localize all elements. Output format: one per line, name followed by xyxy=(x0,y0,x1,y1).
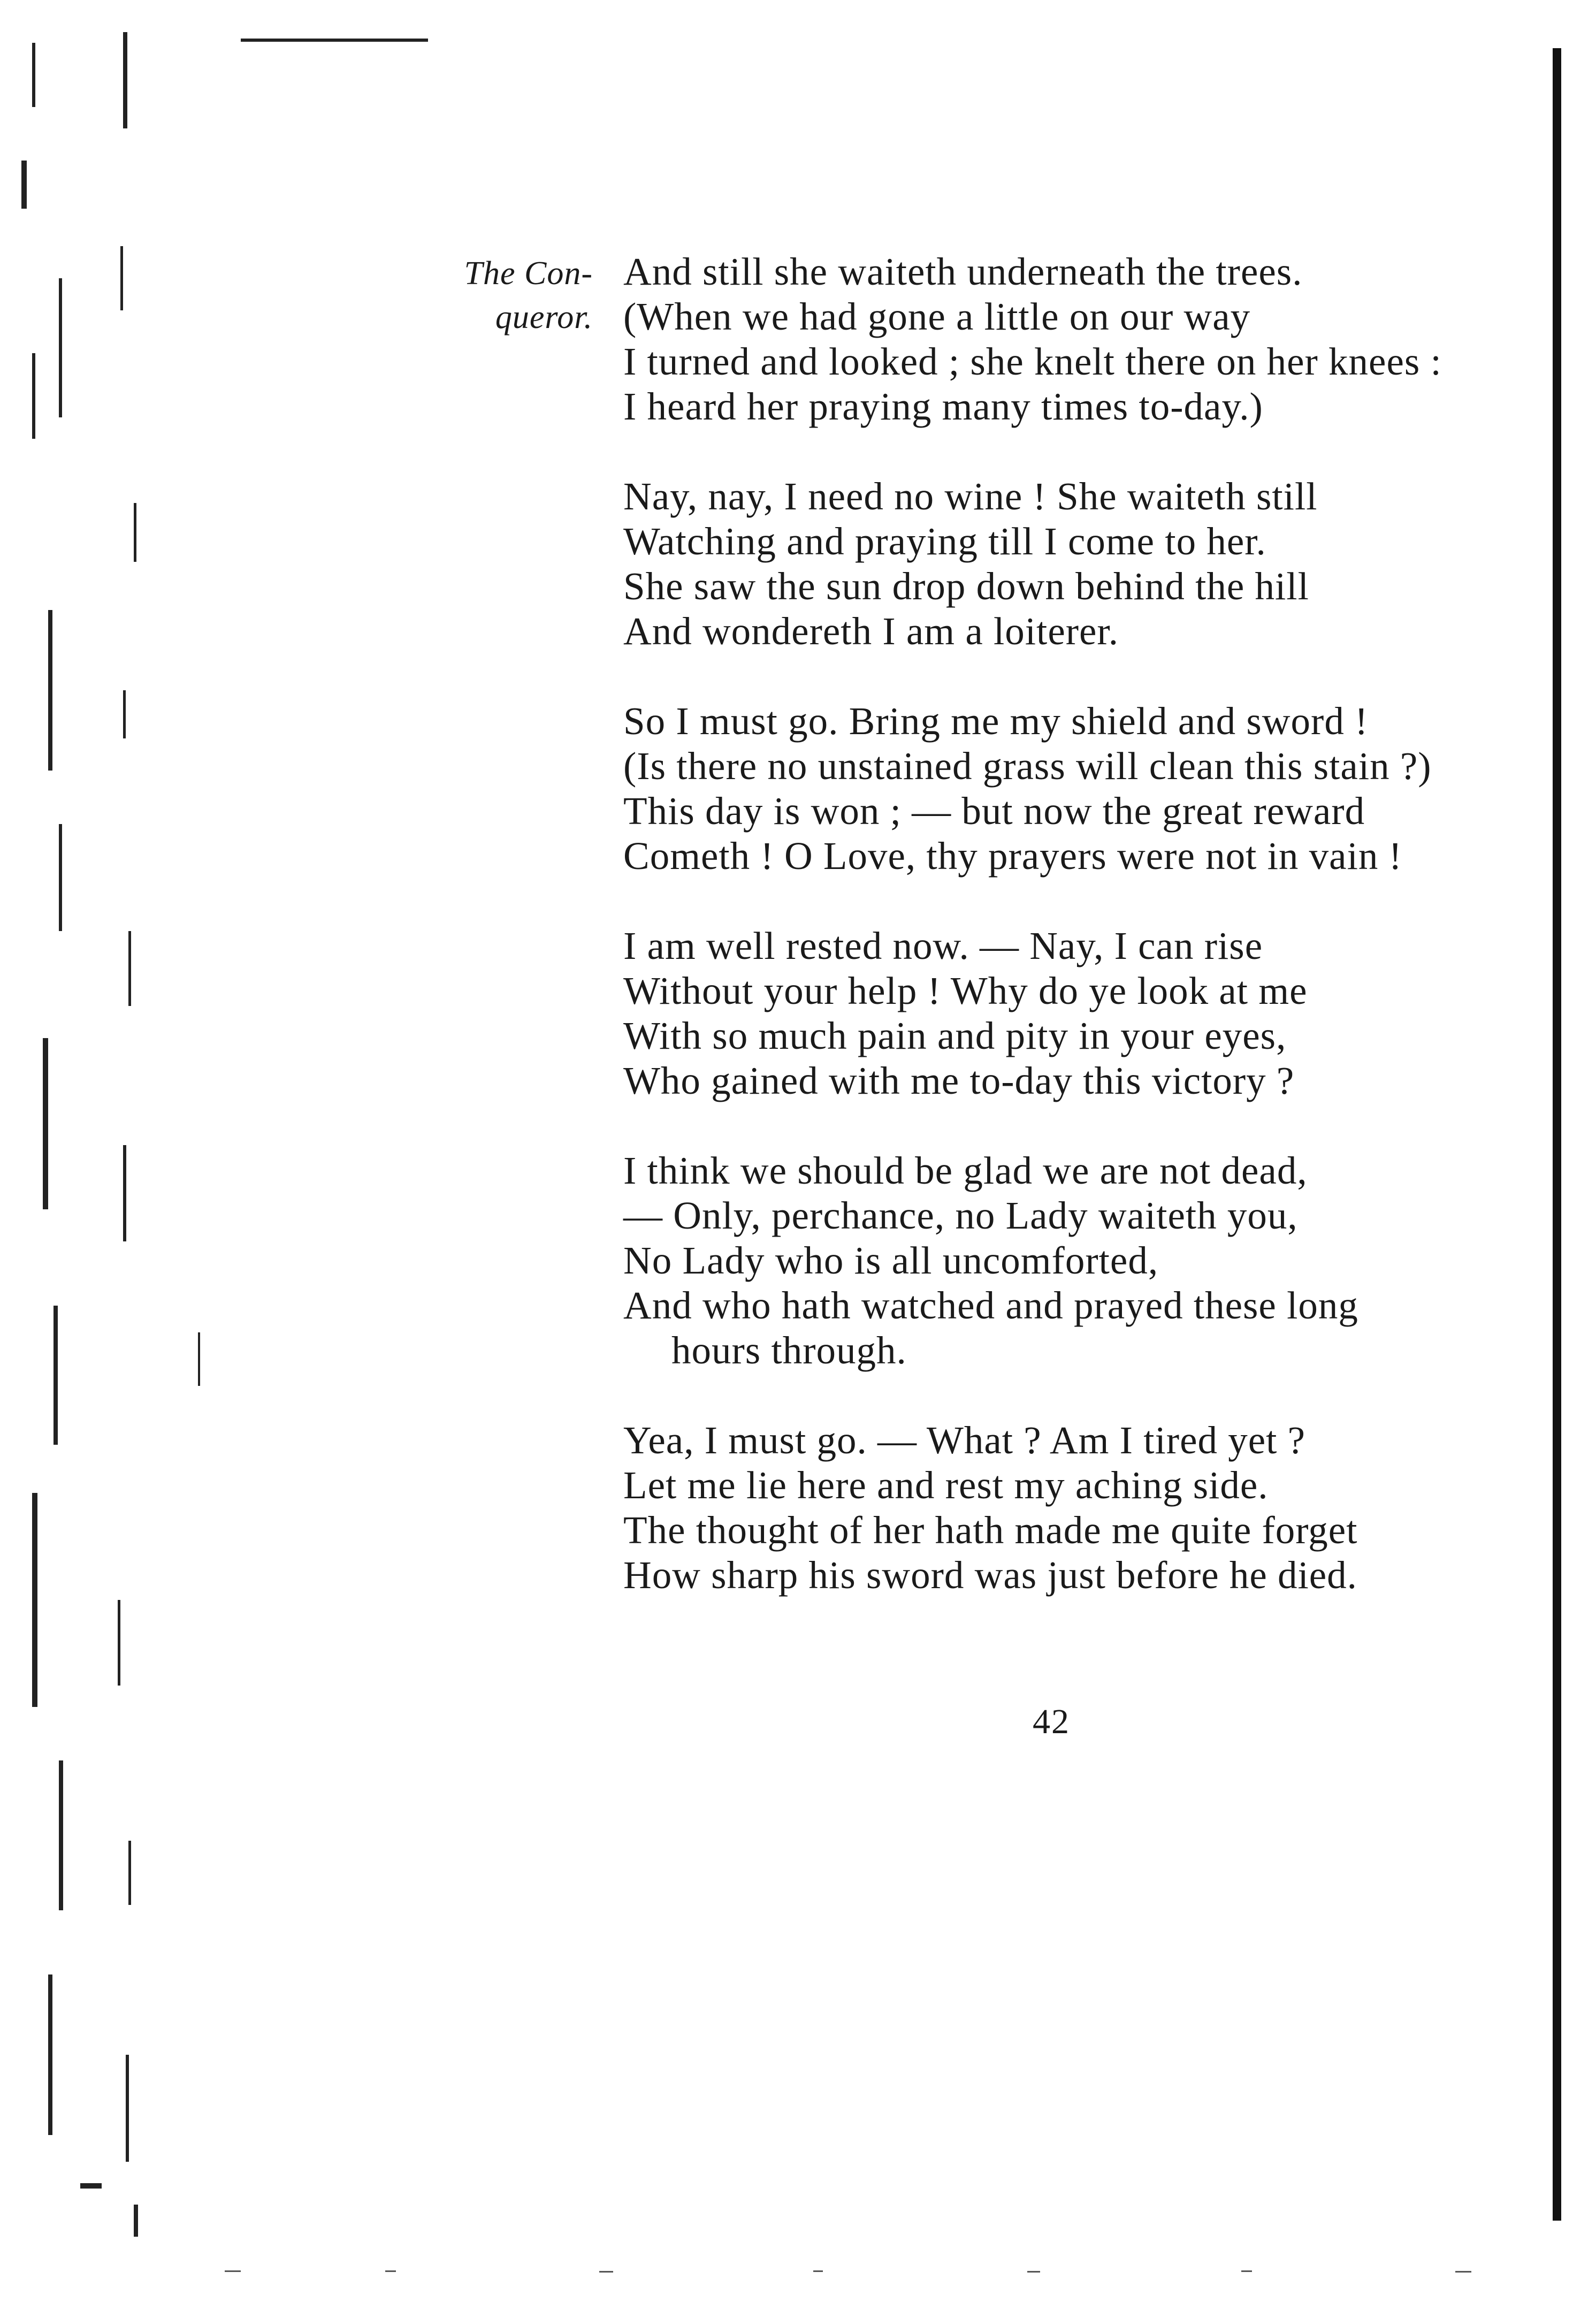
page-edge-shadow xyxy=(1553,48,1561,2221)
poem-line: Let me lie here and rest my aching side. xyxy=(623,1463,1269,1507)
poem-line: And still she waiteth underneath the trees. xyxy=(623,250,1303,293)
page-number: 42 xyxy=(1033,1702,1070,1741)
poem-line: And wondereth I am a loiterer. xyxy=(623,609,1119,653)
scan-top-mark xyxy=(241,39,428,42)
poem-line: So I must go. Bring me my shield and sword ! xyxy=(623,699,1369,743)
scan-margin-noise xyxy=(0,21,225,2290)
stanza-2 xyxy=(623,474,1544,654)
poem-line: (When we had gone a little on our way xyxy=(623,295,1251,338)
stanza-3 xyxy=(623,699,1544,879)
poem-line: With so much pain and pity in your eyes, xyxy=(623,1014,1287,1057)
side-title-line-2: queror. xyxy=(495,299,593,336)
poem-line: Who gained with me to-day this victory ? xyxy=(623,1059,1295,1102)
poem-line: I turned and looked ; she knelt there on her knees : xyxy=(623,340,1442,383)
stanza-1 xyxy=(623,249,1544,429)
side-title xyxy=(459,251,593,339)
poem-line: Yea, I must go. — What ? Am I tired yet ? xyxy=(623,1419,1306,1462)
poem-line: The thought of her hath made me quite forget xyxy=(623,1508,1358,1552)
stanza-6 xyxy=(623,1418,1544,1598)
scan-bottom-noise xyxy=(225,2268,1509,2274)
poem-line: She saw the sun drop down behind the hill xyxy=(623,565,1309,608)
poem-line: Nay, nay, I need no wine ! She waiteth still xyxy=(623,475,1318,518)
poem-line: I think we should be glad we are not dead, xyxy=(623,1149,1308,1192)
side-title-line-1: The Con- xyxy=(464,255,593,292)
poem-line: And who hath watched and prayed these long xyxy=(623,1284,1358,1327)
poem-body xyxy=(623,249,1544,1643)
poem-line-continuation: hours through. xyxy=(671,1329,907,1372)
poem-line: I am well rested now. — Nay, I can rise xyxy=(623,924,1263,967)
poem-line: Cometh ! O Love, thy prayers were not in vain ! xyxy=(623,834,1402,878)
poem-line: This day is won ; — but now the great reward xyxy=(623,789,1365,833)
stanza-4 xyxy=(623,924,1544,1103)
poem-line: — Only, perchance, no Lady waiteth you, xyxy=(623,1194,1298,1237)
stanza-5 xyxy=(623,1148,1544,1373)
poem-line: (Is there no unstained grass will clean this stain ?) xyxy=(623,744,1432,788)
poem-line: Without your help ! Why do ye look at me xyxy=(623,969,1308,1012)
poem-line: Watching and praying till I come to her. xyxy=(623,520,1266,563)
poem-line: How sharp his sword was just before he died. xyxy=(623,1553,1357,1597)
poem-line: No Lady who is all uncomforted, xyxy=(623,1239,1159,1282)
poem-line: I heard her praying many times to-day.) xyxy=(623,385,1263,428)
